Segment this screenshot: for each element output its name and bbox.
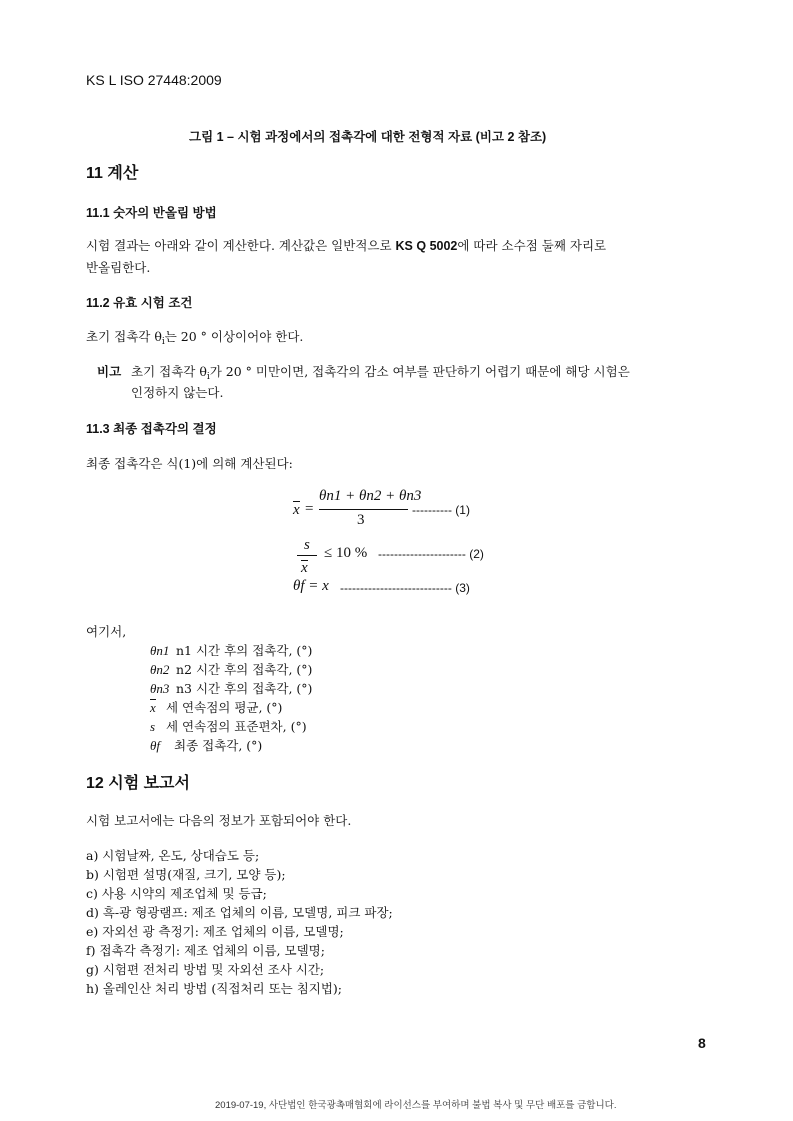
note-text-a: 초기 접촉각 θ: [131, 364, 207, 379]
standard-reference: KS Q 5002: [395, 239, 458, 253]
where-desc: 세 연속점의 평균, (°): [166, 700, 283, 715]
report-list-item: f) 접촉각 측정기: 제조 업체의 이름, 모델명;: [86, 943, 325, 958]
section-11-1-line2: 반올림한다.: [86, 260, 151, 275]
eq2-denominator: x: [301, 560, 308, 576]
note-line1: [131, 362, 630, 382]
where-item: [150, 736, 262, 754]
note-label: 비고: [97, 365, 122, 379]
where-symbol: x: [150, 700, 156, 715]
note-sub: i: [206, 372, 210, 382]
where-item: [150, 660, 312, 678]
report-list-item: b) 시험편 설명(재질, 크기, 모양 등);: [86, 867, 286, 882]
report-list-item: d) 흑-광 형광램프: 제조 업체의 이름, 모델명, 피크 파장;: [86, 905, 393, 920]
report-list-item: g) 시험편 전처리 방법 및 자외선 조사 시간;: [86, 962, 325, 977]
section-11-1-line1: [86, 236, 606, 254]
s11-1-text-a: 시험 결과는 아래와 같이 계산한다. 계산값은 일반적으로: [86, 238, 392, 253]
section-11-1-title: 11.1 숫자의 반올림 방법: [86, 206, 217, 220]
eq2-fraction-bar: [297, 555, 317, 556]
eq1-fraction-bar: [319, 509, 408, 510]
s11-2-sub: i: [161, 337, 165, 347]
where-desc: n1 시간 후의 접촉각, (°): [176, 643, 313, 658]
eq2-tag: ---------------------- (2): [378, 547, 484, 561]
section-11-2-text: [86, 327, 303, 347]
where-symbol: θn3: [150, 681, 170, 696]
where-label: 여기서,: [86, 624, 127, 639]
where-item: [150, 698, 282, 716]
eq2-rhs: ≤ 10 %: [324, 545, 368, 561]
where-desc: 세 연속점의 표준편차, (°): [166, 719, 307, 734]
s11-2-text-a: 초기 접촉각 θ: [86, 329, 162, 344]
eq1-numerator: θn1 + θn2 + θn3: [319, 488, 422, 504]
eq1-tag: ---------- (1): [412, 503, 470, 517]
page-number: 8: [698, 1035, 706, 1051]
report-list-item: h) 올레인산 처리 방법 (직접처리 또는 침지법);: [86, 981, 343, 996]
figure-caption: 그림 1 – 시험 과정에서의 접촉각에 대한 전형적 자료 (비고 2 참조): [189, 130, 547, 144]
section-11-2-title: 11.2 유효 시험 조건: [86, 296, 193, 310]
eq3-tag: ---------------------------- (3): [340, 581, 470, 595]
where-symbol: θn1: [150, 643, 170, 658]
where-desc: n3 시간 후의 접촉각, (°): [176, 681, 313, 696]
report-list-item: a) 시험날짜, 온도, 상대습도 등;: [86, 848, 260, 863]
where-item: [150, 717, 307, 735]
where-symbol: s: [150, 719, 156, 734]
eq1-denominator: 3: [357, 512, 365, 528]
report-list-item: c) 사용 시약의 제조업체 및 등급;: [86, 886, 267, 901]
section-12-intro: 시험 보고서에는 다음의 정보가 포함되어야 한다.: [86, 813, 352, 828]
section-11-3-title: 11.3 최종 접촉각의 결정: [86, 422, 217, 436]
where-item: [150, 641, 312, 659]
note-line2: 인정하지 않는다.: [131, 385, 224, 400]
where-desc: n2 시간 후의 접촉각, (°): [176, 662, 313, 677]
eq1-lhs: x: [293, 502, 300, 518]
section-12-title: 12 시험 보고서: [86, 775, 190, 792]
document-id: KS L ISO 27448:2009: [86, 72, 222, 88]
eq2-numerator: s: [304, 537, 310, 553]
note-text-b: 가 20 ° 미만이면, 접촉각의 감소 여부를 판단하기 어렵기 때문에 해당 시험은: [209, 364, 630, 379]
s11-1-text-c: 에 따라 소수점 둘째 자리로: [457, 238, 607, 253]
section-11-3-text: 최종 접촉각은 식(1)에 의해 계산된다:: [86, 456, 293, 471]
s11-2-text-b: 는 20 ° 이상이어야 한다.: [164, 329, 304, 344]
where-item: [150, 679, 312, 697]
eq1-equals: =: [305, 501, 314, 517]
report-list-item: e) 자외선 광 측정기: 제조 업체의 이름, 모델명;: [86, 924, 344, 939]
where-symbol: θn2: [150, 662, 170, 677]
where-symbol: θf: [150, 738, 160, 753]
eq3-lhs: θf = x: [293, 578, 329, 594]
license-footer: 2019-07-19, 사단법인 한국광촉매협회에 라이선스를 부여하며 불법 복사 및 무단 배포를 금합니다.: [215, 1100, 617, 1111]
where-desc: 최종 접촉각, (°): [174, 738, 263, 753]
section-11-title: 11 계산: [86, 165, 139, 182]
